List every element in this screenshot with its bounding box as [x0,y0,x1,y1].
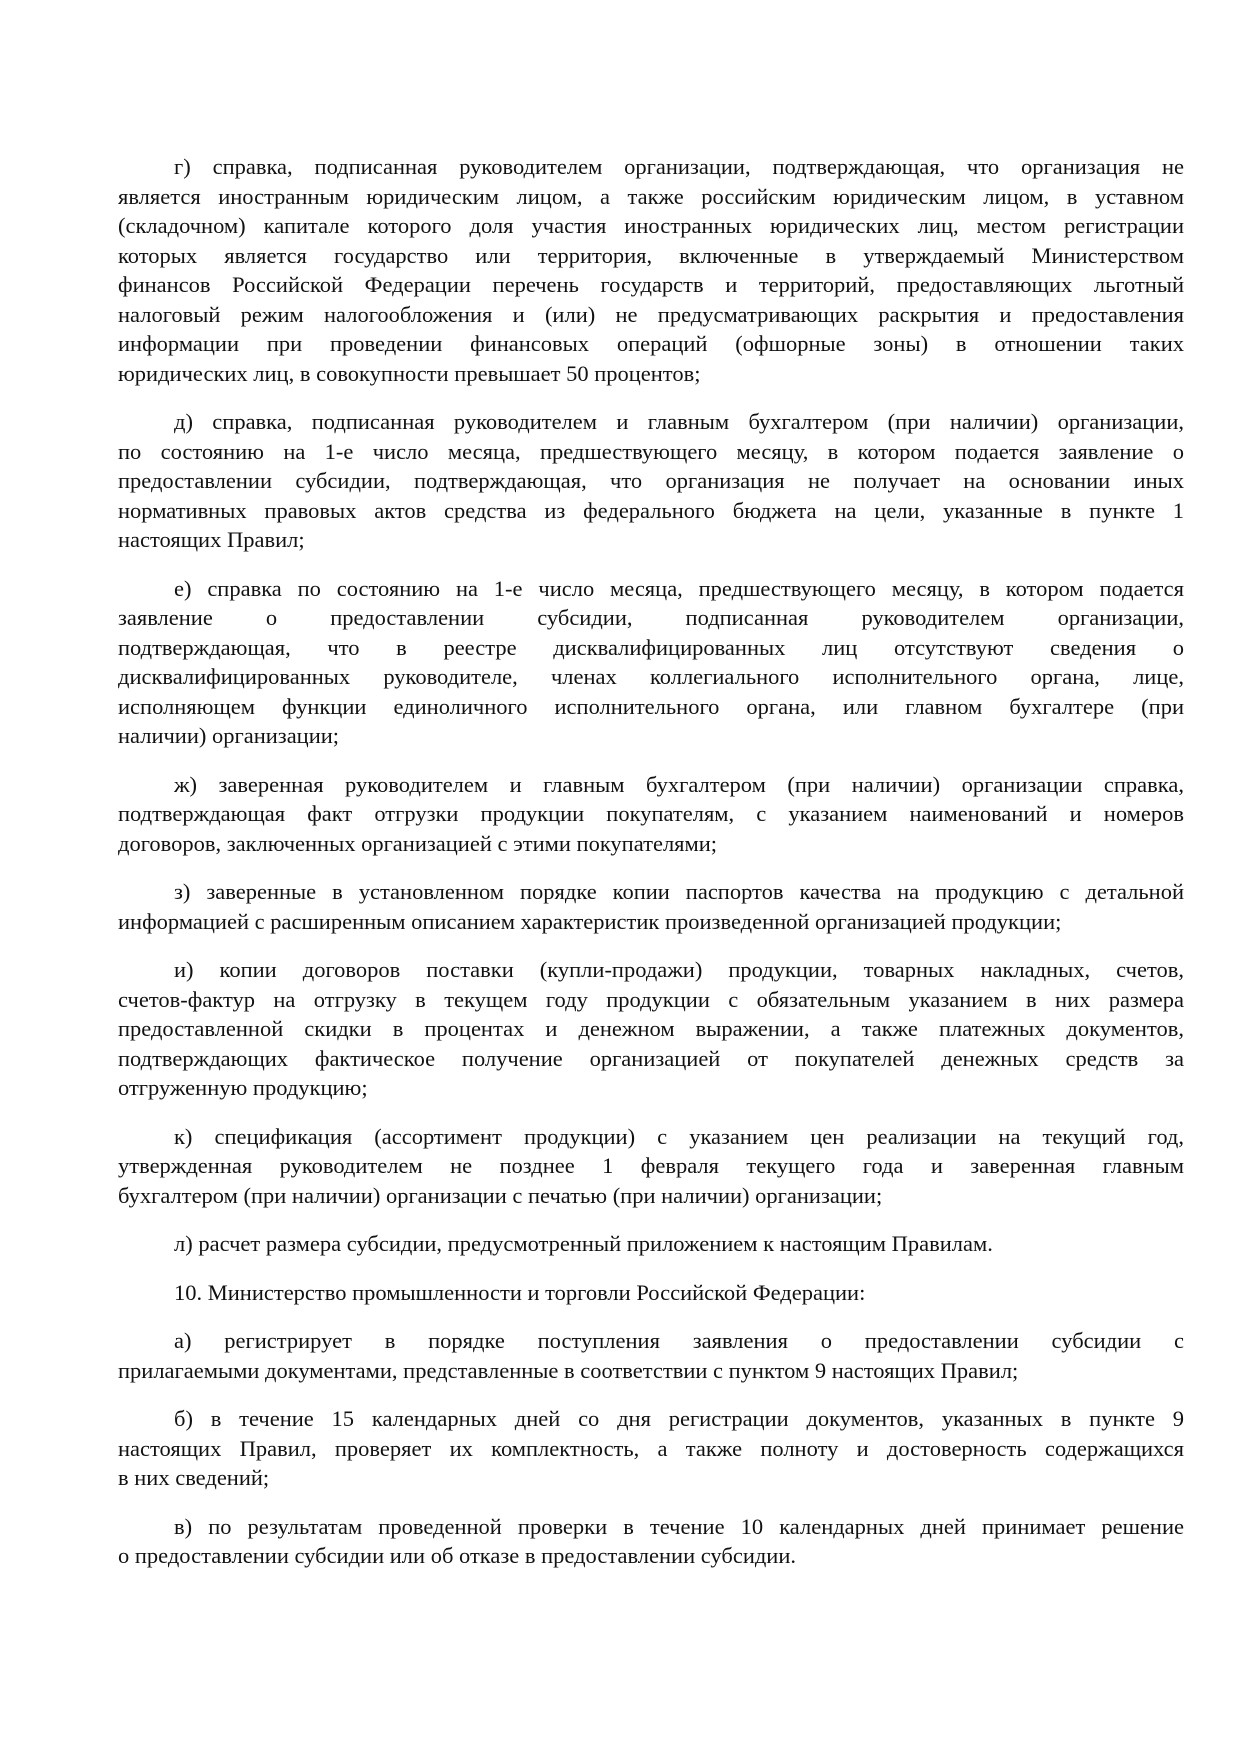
paragraph [118,877,1184,936]
text-line: бухгалтером (при наличии) организации с печатью (при наличии) организации; [118,1182,883,1208]
text-line: л) расчет размера субсидии, предусмотренный приложением к настоящим Правилам. [174,1231,993,1256]
text-line: настоящих Правил; [118,527,305,552]
text-line: б) в течение 15 календарных дней со дня регистрации документов, указанных в пункте 9 [174,1406,1184,1431]
text-line: финансов Российской Федерации перечень государств и территорий, предоставляющих льготный [118,272,1184,297]
paragraph [118,574,1184,751]
text-line: настоящих Правил, проверяет их комплектность, а также полноту и достоверность содержащихся [118,1435,1184,1461]
text-line: к) спецификация (ассортимент продукции) с указанием цен реализации на текущий год, [174,1123,1184,1149]
text-line: наличии) организации; [118,723,340,748]
text-line: предоставлении субсидии, подтверждающая, что организация не получает на основании иных [118,468,1184,493]
paragraph [118,1229,1184,1259]
document-page [118,152,1184,1590]
paragraph [118,1326,1184,1385]
text-line: (складочном) капитале которого доля участия иностранных юридических лиц, местом регистрации [118,213,1184,238]
paragraph [118,407,1184,555]
text-line: з) заверенные в установленном порядке копии паспортов качества на продукцию с детальной [174,879,1184,904]
text-line: предоставленной скидки в процентах и денежном выражении, а также платежных документов, [118,1016,1184,1041]
paragraph [118,1122,1184,1211]
text-line: подтверждающая факт отгрузки продукции покупателям, с указанием наименований и номеров [118,801,1184,826]
paragraph [118,1512,1184,1571]
text-line: счетов-фактур на отгрузку в текущем году продукции с обязательным указанием в них размера [118,986,1184,1012]
text-line: ж) заверенная руководителем и главным бухгалтером (при наличии) организации справка, [174,771,1184,797]
paragraph [118,770,1184,859]
text-line: а) регистрирует в порядке поступления заявления о предоставлении субсидии с [174,1328,1184,1353]
text-line: юридических лиц, в совокупности превышает 50 процентов; [118,360,701,386]
text-line: договоров, заключенных организацией с этими покупателями; [118,830,718,856]
text-line: прилагаемыми документами, представленные в соответствии с пунктом 9 настоящих Правил; [118,1357,1019,1383]
paragraph [118,955,1184,1103]
text-line: и) копии договоров поставки (купли-продажи) продукции, товарных накладных, счетов, [174,957,1184,982]
text-line: утвержденная руководителем не позднее 1 февраля текущего года и заверенная главным [118,1153,1184,1178]
text-line: информации при проведении финансовых операций (офшорные зоны) в отношении таких [118,331,1184,356]
text-line: 10. Министерство промышленности и торговли Российской Федерации: [174,1279,866,1305]
text-line: заявление о предоставлении субсидии, подписанная руководителем организации, [118,605,1184,630]
text-line: в) по результатам проведенной проверки в течение 10 календарных дней принимает решение [174,1513,1184,1539]
text-line: д) справка, подписанная руководителем и главным бухгалтером (при наличии) организации, [174,409,1184,434]
text-line: налоговый режим налогообложения и (или) не предусматривающих раскрытия и предоставления [118,301,1184,327]
text-line: информацией с расширенным описанием характеристик произведенной организацией продукции; [118,908,1062,934]
paragraph [118,152,1184,388]
text-line: подтверждающая, что в реестре дисквалифицированных лиц отсутствуют сведения о [118,634,1184,660]
text-line: дисквалифицированных руководителе, членах коллегиального исполнительного органа, лице, [118,664,1184,689]
text-line: исполняющем функции единоличного исполнительного органа, или главном бухгалтере (при [118,693,1184,719]
text-line: г) справка, подписанная руководителем организации, подтверждающая, что организация не [174,154,1184,179]
text-line: е) справка по состоянию на 1-е число месяца, предшествующего месяцу, в котором подается [174,575,1184,601]
text-line: которых является государство или территория, включенные в утверждаемый Министерством [118,242,1184,268]
paragraph [118,1278,1184,1308]
text-line: является иностранным юридическим лицом, а также российским юридическим лицом, в уставном [118,183,1184,209]
paragraph [118,1404,1184,1493]
text-line: нормативных правовых актов средства из федерального бюджета на цели, указанные в пункте 1 [118,497,1184,523]
text-line: по состоянию на 1-е число месяца, предшествующего месяцу, в котором подается заявление о [118,438,1184,464]
text-line: о предоставлении субсидии или об отказе в предоставлении субсидии. [118,1543,797,1568]
text-line: отгруженную продукцию; [118,1075,368,1100]
text-line: подтверждающих фактическое получение организацией от покупателей денежных средств за [118,1045,1184,1071]
text-line: в них сведений; [118,1465,270,1490]
